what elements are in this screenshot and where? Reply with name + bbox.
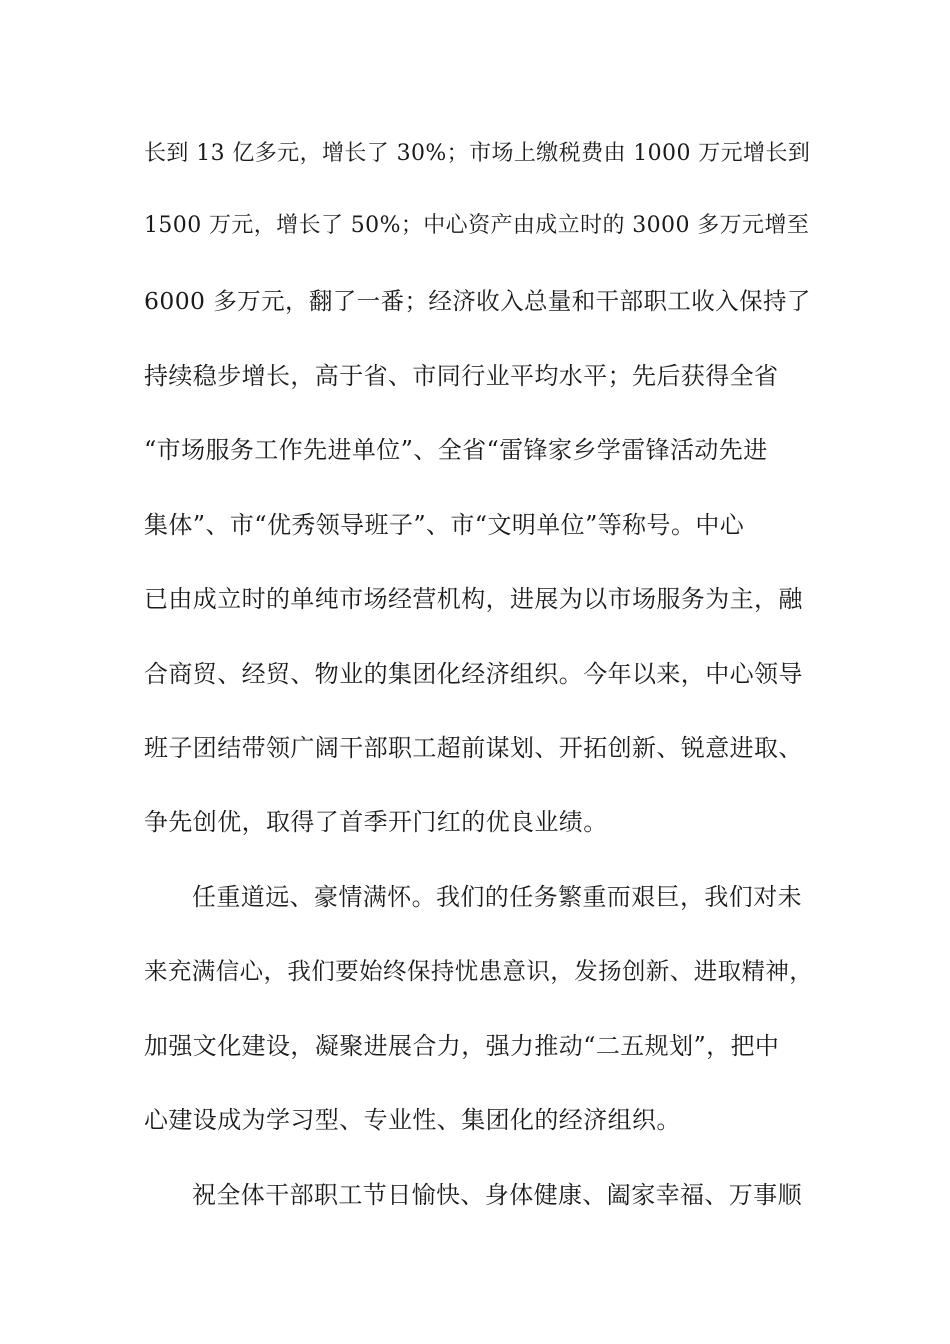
text-line: 心建设成为学习型、专业性、集团化的经济组织。 <box>144 1106 681 1134</box>
text-line: 已由成立时的单纯市场经营机构，进展为以市场服务为主，融 <box>144 585 803 613</box>
text-line: 加强文化建设，凝聚进展合力，强力推动“二五规划”，把中 <box>144 1032 780 1060</box>
text-line: 集体”、市“优秀领导班子”、市“文明单位”等称号。中心 <box>144 511 745 539</box>
text-line: 1500 万元，增长了 50%；中心资产由成立时的 3000 多万元增至 <box>144 213 810 238</box>
text-line: 持续稳步增长，高于省、市同行业平均水平；先后获得全省 <box>144 362 779 390</box>
paragraph-start-line: 任重道远、豪情满怀。我们的任务繁重而艰巨，我们对未 <box>192 883 802 911</box>
paragraph-start-line: 祝全体干部职工节日愉快、身体健康、阖家幸福、万事顺 <box>192 1181 802 1209</box>
text-line: 合商贸、经贸、物业的集团化经济组织。今年以来，中心领导 <box>144 660 803 688</box>
text-line: 班子团结带领广阔干部职工超前谋划、开拓创新、锐意进取、 <box>144 734 803 762</box>
text-line: 来充满信心，我们要始终保持忧患意识，发扬创新、进取精神， <box>144 957 814 985</box>
text-line: 争先创优，取得了首季开门红的优良业绩。 <box>144 808 608 836</box>
text-line: “市场服务工作先进单位”、全省“雷锋家乡学雷锋活动先进 <box>144 436 768 464</box>
text-line: 长到 13 亿多元，增长了 30%；市场上缴税费由 1000 万元增长到 <box>144 141 811 166</box>
text-line: 6000 多万元，翻了一番；经济收入总量和干部职工收入保持了 <box>144 287 811 315</box>
